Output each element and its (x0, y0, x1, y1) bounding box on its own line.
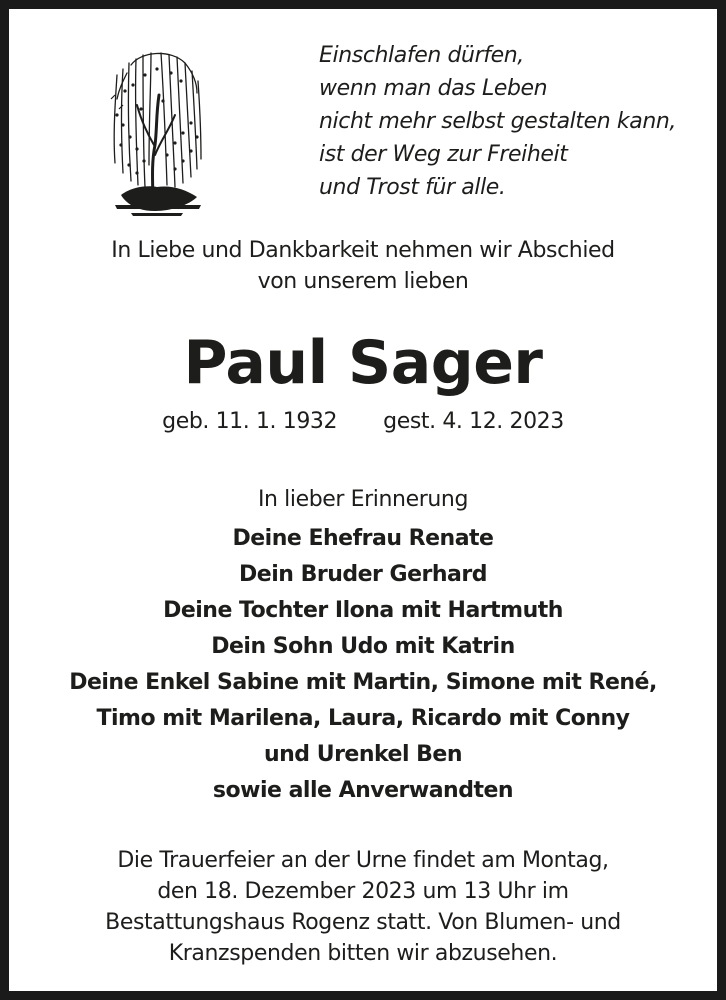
intro-text (9, 235, 717, 297)
service-line: Kranzspenden bitten wir abzusehen. (168, 941, 558, 966)
mourner-line: und Urenkel Ben (263, 742, 463, 767)
service-line: Die Trauerfeier an der Urne findet am Montag, (117, 848, 609, 873)
service-line: den 18. Dezember 2023 um 13 Uhr im (157, 879, 569, 904)
mourners-list (9, 521, 717, 809)
intro-line: In Liebe und Dankbarkeit nehmen wir Abschied (111, 238, 615, 263)
weeping-willow-icon (101, 45, 211, 219)
mourner-line: Dein Sohn Udo mit Katrin (211, 634, 515, 659)
birth-date: geb. 11. 1. 1932 (162, 409, 338, 434)
death-date: gest. 4. 12. 2023 (383, 409, 564, 434)
poem-line: nicht mehr selbst gestalten kann, (319, 109, 676, 134)
poem (319, 39, 676, 204)
poem-line: und Trost für alle. (319, 175, 506, 200)
mourner-line: sowie alle Anverwandten (212, 778, 514, 803)
deceased-name: Paul Sager (183, 328, 543, 398)
intro-line: von unserem lieben (257, 269, 469, 294)
poem-line: Einschlafen dürfen, (319, 43, 524, 68)
poem-line: ist der Weg zur Freiheit (319, 142, 568, 167)
funeral-service-info (9, 845, 717, 969)
life-dates (9, 407, 717, 437)
service-line: Bestattungshaus Rogenz statt. Von Blumen- und (105, 910, 621, 935)
mourner-line: Deine Ehefrau Renate (232, 526, 494, 551)
mourner-line: Deine Enkel Sabine mit Martin, Simone mit René, (69, 670, 657, 695)
mourner-line: Dein Bruder Gerhard (239, 562, 487, 587)
poem-line: wenn man das Leben (319, 76, 548, 101)
mourner-line: Timo mit Marilena, Laura, Ricardo mit Conny (96, 706, 630, 731)
memory-line: In lieber Erinnerung (257, 487, 469, 512)
mourner-line: Deine Tochter Ilona mit Hartmuth (163, 598, 563, 623)
